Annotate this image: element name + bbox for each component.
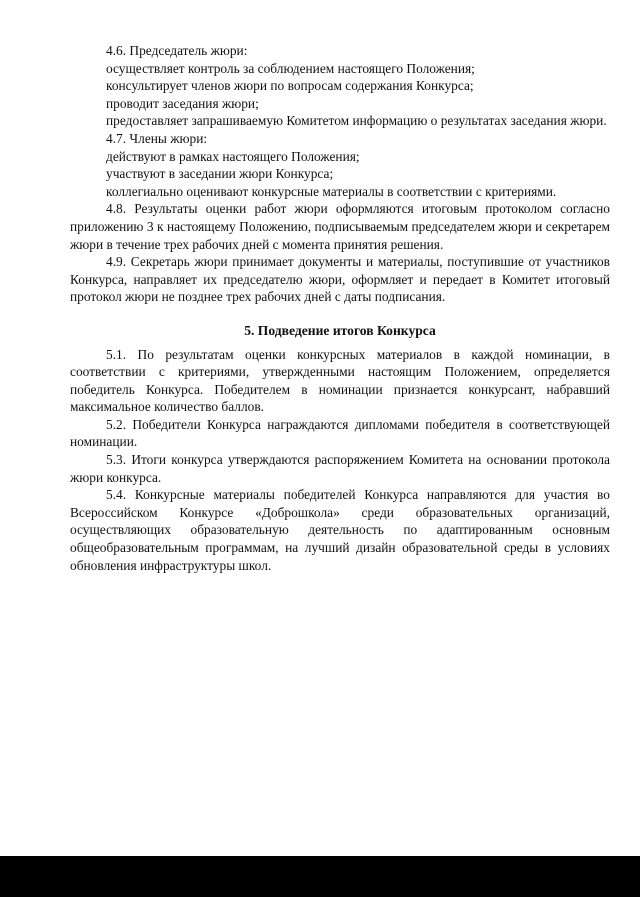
clause-4-8: 4.8. Результаты оценки работ жюри оформляются итоговым протоколом согласно приложению 3 к настоящему Положению, подписываемым председателем жюри и секретарем жюри в течение трех рабочих дней с момента принятия решения.: [70, 201, 610, 252]
clause-4-7-item-act: действуют в рамках настоящего Положения;: [106, 148, 360, 164]
scan-bottom-border: [0, 856, 640, 897]
clause-4-6-title: 4.6. Председатель жюри:: [106, 43, 248, 58]
clause-5-1: 5.1. По результатам оценки конкурсных материалов в каждой номинации, в соответствии с критериями, утвержденными настоящим Положением, определяется победитель Конкурса. Победителем в номинации признается конкурсант, набравший максимальное количество баллов.: [70, 346, 610, 415]
clause-5-4: 5.4. Конкурсные материалы победителей Конкурса направляются для участия во Всероссийском Конкурсе «Доброшкола» среди образовательных организаций, осуществляющих образовательную деятельность по адаптированным основным общеобразовательным программам, на лучший дизайн образовательной среды в условиях обновления инфраструктуры школ.: [70, 487, 610, 573]
clause-4-7-title: 4.7. Члены жюри:: [106, 130, 208, 146]
clause-4-6-item-report: предоставляет запрашиваемую Комитетом информацию о результатах заседания жюри.: [106, 113, 607, 129]
clause-5-3: 5.3. Итоги конкурса утверждаются распоряжением Комитета на основании протокола жюри конкурса.: [70, 452, 610, 485]
clause-4-7-item-evaluate: коллегиально оценивают конкурсные материалы в соответствии с критериями.: [106, 183, 557, 199]
clause-4-6-item-consult: консультирует членов жюри по вопросам содержания Конкурса;: [106, 78, 474, 94]
document-body: [70, 42, 610, 574]
section-5-heading: 5. Подведение итогов Конкурса: [244, 322, 436, 338]
clause-4-9: 4.9. Секретарь жюри принимает документы и материалы, поступившие от участников Конкурса, направляет их председателю жюри, оформляет и передает в Комитет итоговый протокол жюри не позднее трех рабочих дней с даты подписания.: [70, 254, 610, 305]
clause-5-2: 5.2. Победители Конкурса награждаются дипломами победителя в соответствующей номинации.: [70, 416, 610, 450]
clause-4-6-item-control: осуществляет контроль за соблюдением настоящего Положения;: [106, 60, 475, 76]
clause-4-6-item-meetings: проводит заседания жюри;: [106, 95, 259, 111]
clause-4-7-item-participate: участвуют в заседании жюри Конкурса;: [106, 166, 334, 182]
